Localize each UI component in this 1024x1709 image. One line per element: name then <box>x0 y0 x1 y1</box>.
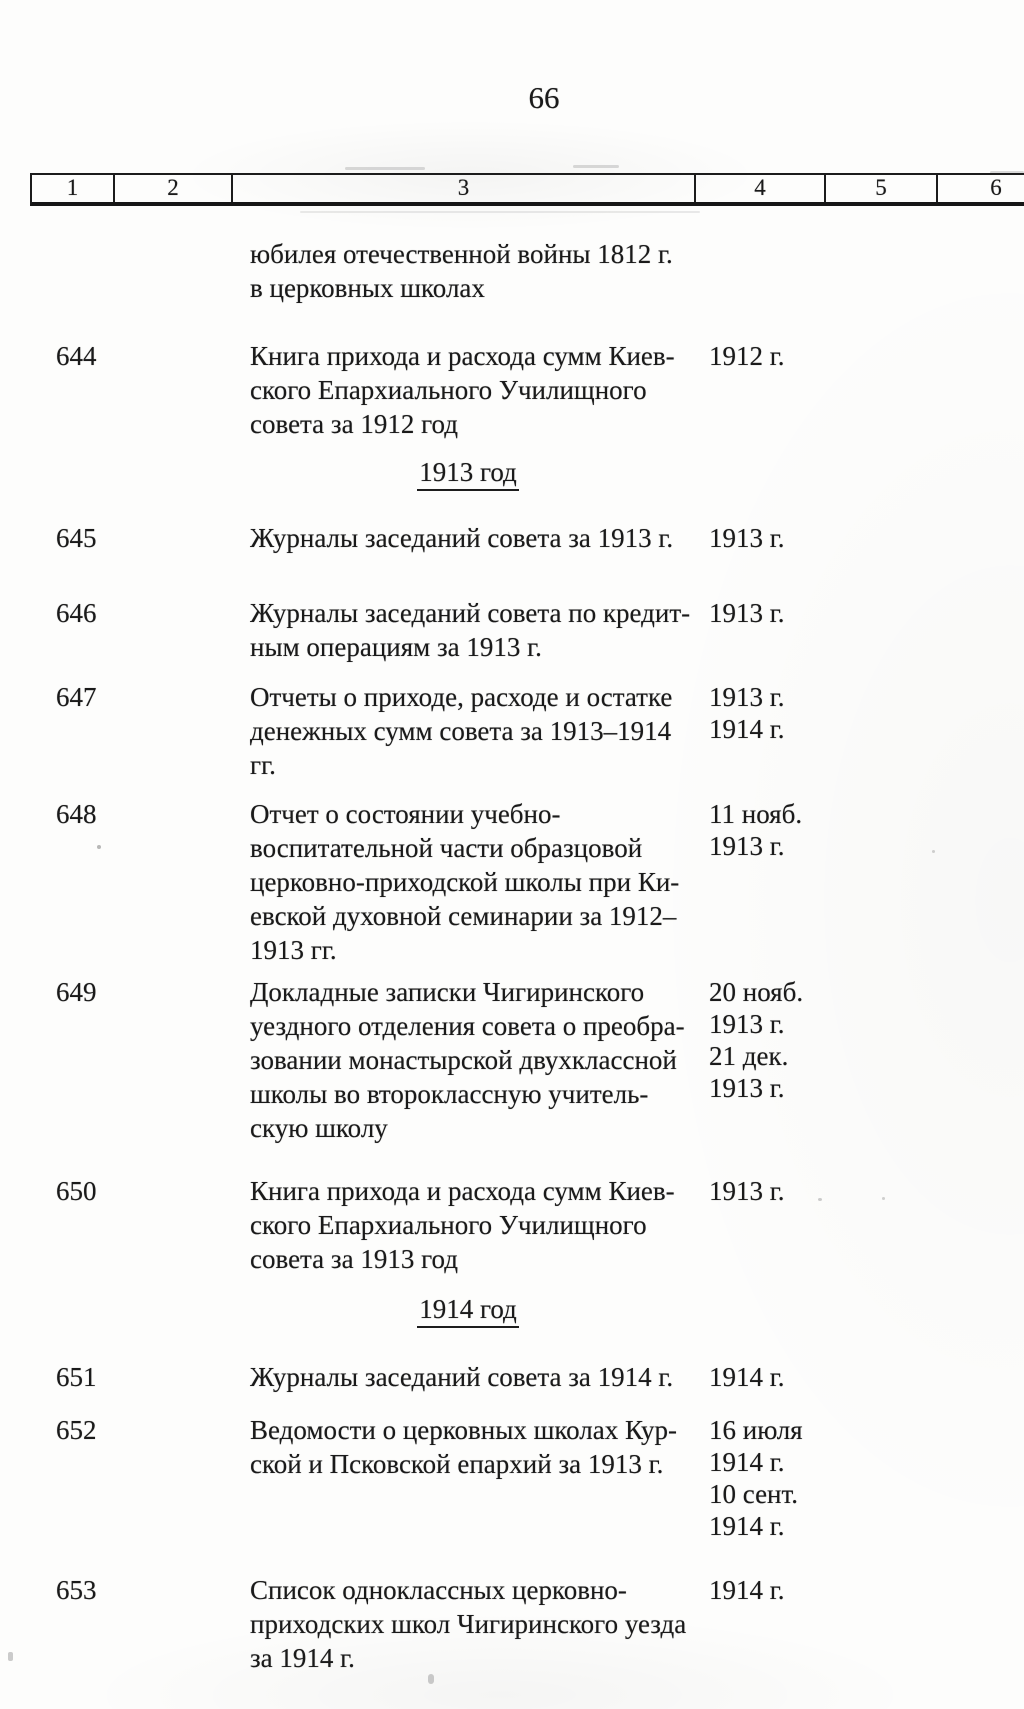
entry-description-line: евской духовной семинарии за 1912– <box>250 901 677 931</box>
entry-description-line: ным операциям за 1913 г. <box>250 632 542 662</box>
inventory-entry <box>0 596 1024 664</box>
scan-smudge <box>345 167 425 170</box>
scan-smudge <box>573 165 619 168</box>
entry-date-line: 1914 г. <box>709 1362 785 1392</box>
entry-number: 652 <box>56 1415 97 1445</box>
entry-number: 646 <box>56 598 97 628</box>
header-col-5: 5 <box>826 175 938 202</box>
entry-date-line: 1913 г. <box>709 682 785 712</box>
entry-date-line: 1914 г. <box>709 1447 785 1477</box>
inventory-entry <box>0 1573 1024 1675</box>
entry-description-line: Книга прихода и расхода сумм Киев- <box>250 1176 675 1206</box>
entry-description-line: скую школу <box>250 1113 388 1143</box>
entry-date-line: 1914 г. <box>709 1575 785 1605</box>
table-header-row <box>30 173 1024 206</box>
entry-description-line: Ведомости о церковных школах Кур- <box>250 1415 677 1445</box>
header-col-4: 4 <box>696 175 826 202</box>
entry-date-line: 1913 г. <box>709 1073 785 1103</box>
entry-dates <box>709 597 785 629</box>
entry-description-line: гг. <box>250 750 276 780</box>
entry-number: 644 <box>56 341 97 371</box>
entry-description-line: школы во второклассную учитель- <box>250 1079 649 1109</box>
entry-description <box>250 1573 1024 1675</box>
entry-description <box>250 1174 1024 1276</box>
inventory-entry <box>0 975 1024 1145</box>
entry-description-line: Отчеты о приходе, расходе и остатке <box>250 682 673 712</box>
entry-dates <box>709 1361 785 1393</box>
entry-number: 649 <box>56 977 97 1007</box>
inventory-entry <box>0 339 1024 441</box>
entry-description-line: совета за 1912 год <box>250 409 458 439</box>
entry-description <box>250 521 1024 555</box>
entry-date-line: 20 нояб. <box>709 977 804 1007</box>
entry-number: 645 <box>56 523 97 553</box>
inventory-entry-continuation <box>0 237 1024 305</box>
header-col-6: 6 <box>938 175 1024 202</box>
year-section-title: 1914 год <box>417 1294 519 1328</box>
entry-description-line: воспитательной части образцовой <box>250 833 643 863</box>
entry-description-line: Отчет о состоянии учебно- <box>250 799 561 829</box>
entry-description-line: Список одноклассных церковно- <box>250 1575 627 1605</box>
inventory-entry <box>0 1413 1024 1541</box>
entry-number: 650 <box>56 1176 97 1206</box>
scan-smudge <box>300 211 700 213</box>
entry-description-line: церковно-приходской школы при Ки- <box>250 867 680 897</box>
entry-date-line: 16 июля <box>709 1415 803 1445</box>
inventory-entry <box>0 1174 1024 1276</box>
entry-number: 651 <box>56 1362 97 1392</box>
entry-date-line: 1913 г. <box>709 1176 785 1206</box>
inventory-entry <box>0 1360 1024 1394</box>
entry-dates <box>709 340 785 372</box>
entry-date-line: 1913 г. <box>709 523 785 553</box>
entry-dates <box>709 681 785 745</box>
entry-date-line: 1913 г. <box>709 1009 785 1039</box>
entry-description-line: ского Епархиального Училищного <box>250 1210 647 1240</box>
inventory-entry <box>0 680 1024 782</box>
entry-description-line: зовании монастырской двухклассной <box>250 1045 677 1075</box>
entry-number: 647 <box>56 682 97 712</box>
entry-date-line: 1914 г. <box>709 1511 785 1541</box>
entry-description-line: совета за 1913 год <box>250 1244 458 1274</box>
entry-description <box>250 339 1024 441</box>
entry-date-line: 21 дек. <box>709 1041 789 1071</box>
entry-description-line: Журналы заседаний совета за 1914 г. <box>250 1362 674 1392</box>
entry-date-line: 10 сент. <box>709 1479 799 1509</box>
inventory-entry <box>0 521 1024 555</box>
entry-dates <box>709 1574 785 1606</box>
entry-description-line: денежных сумм совета за 1913–1914 <box>250 716 672 746</box>
entry-date-line: 1913 г. <box>709 831 785 861</box>
entry-description <box>250 237 1024 305</box>
entry-description-line: Журналы заседаний совета за 1913 г. <box>250 523 674 553</box>
header-col-3: 3 <box>233 175 696 202</box>
scan-speck <box>818 1198 822 1201</box>
entry-description-line: приходских школ Чигиринского уезда <box>250 1609 687 1639</box>
entry-description-line: за 1914 г. <box>250 1643 355 1673</box>
entry-dates <box>709 798 802 862</box>
entry-dates <box>709 522 785 554</box>
entry-date-line: 11 нояб. <box>709 799 803 829</box>
year-section-heading <box>250 1294 686 1328</box>
entry-description-line: в церковных школах <box>250 273 485 303</box>
scan-speck <box>8 1652 13 1661</box>
entry-description-line: Журналы заседаний совета по кредит- <box>250 598 691 628</box>
entry-description-line: Книга прихода и расхода сумм Киев- <box>250 341 675 371</box>
entry-number: 653 <box>56 1575 97 1605</box>
entry-description-line: ского Епархиального Училищного <box>250 375 647 405</box>
entry-description-line: уездного отделения совета о преобра- <box>250 1011 685 1041</box>
scan-speck <box>97 845 101 849</box>
page-number: 66 <box>528 80 560 115</box>
entry-description <box>250 596 1024 664</box>
scan-speck <box>932 850 935 853</box>
entry-description <box>250 1413 1024 1481</box>
entry-description <box>250 1360 1024 1394</box>
entry-description <box>250 975 1024 1145</box>
header-col-2: 2 <box>115 175 233 202</box>
entry-dates <box>709 1175 785 1207</box>
entry-description-line: ской и Псковской епархий за 1913 г. <box>250 1449 664 1479</box>
year-section-title: 1913 год <box>417 457 519 491</box>
entry-dates <box>709 976 803 1104</box>
entry-date-line: 1913 г. <box>709 598 785 628</box>
scan-speck <box>428 1674 434 1684</box>
entry-number: 648 <box>56 799 97 829</box>
scan-speck <box>882 1197 885 1200</box>
entry-dates <box>709 1414 803 1542</box>
entry-description <box>250 680 1024 782</box>
year-section-heading <box>250 457 686 491</box>
header-col-1: 1 <box>32 175 115 202</box>
entry-description-line: юбилея отечественной войны 1812 г. <box>250 239 673 269</box>
entry-date-line: 1912 г. <box>709 341 785 371</box>
entry-description-line: 1913 гг. <box>250 935 337 965</box>
inventory-entry <box>0 797 1024 967</box>
entry-description-line: Докладные записки Чигиринского <box>250 977 645 1007</box>
entry-description <box>250 797 1024 967</box>
entry-date-line: 1914 г. <box>709 714 785 744</box>
